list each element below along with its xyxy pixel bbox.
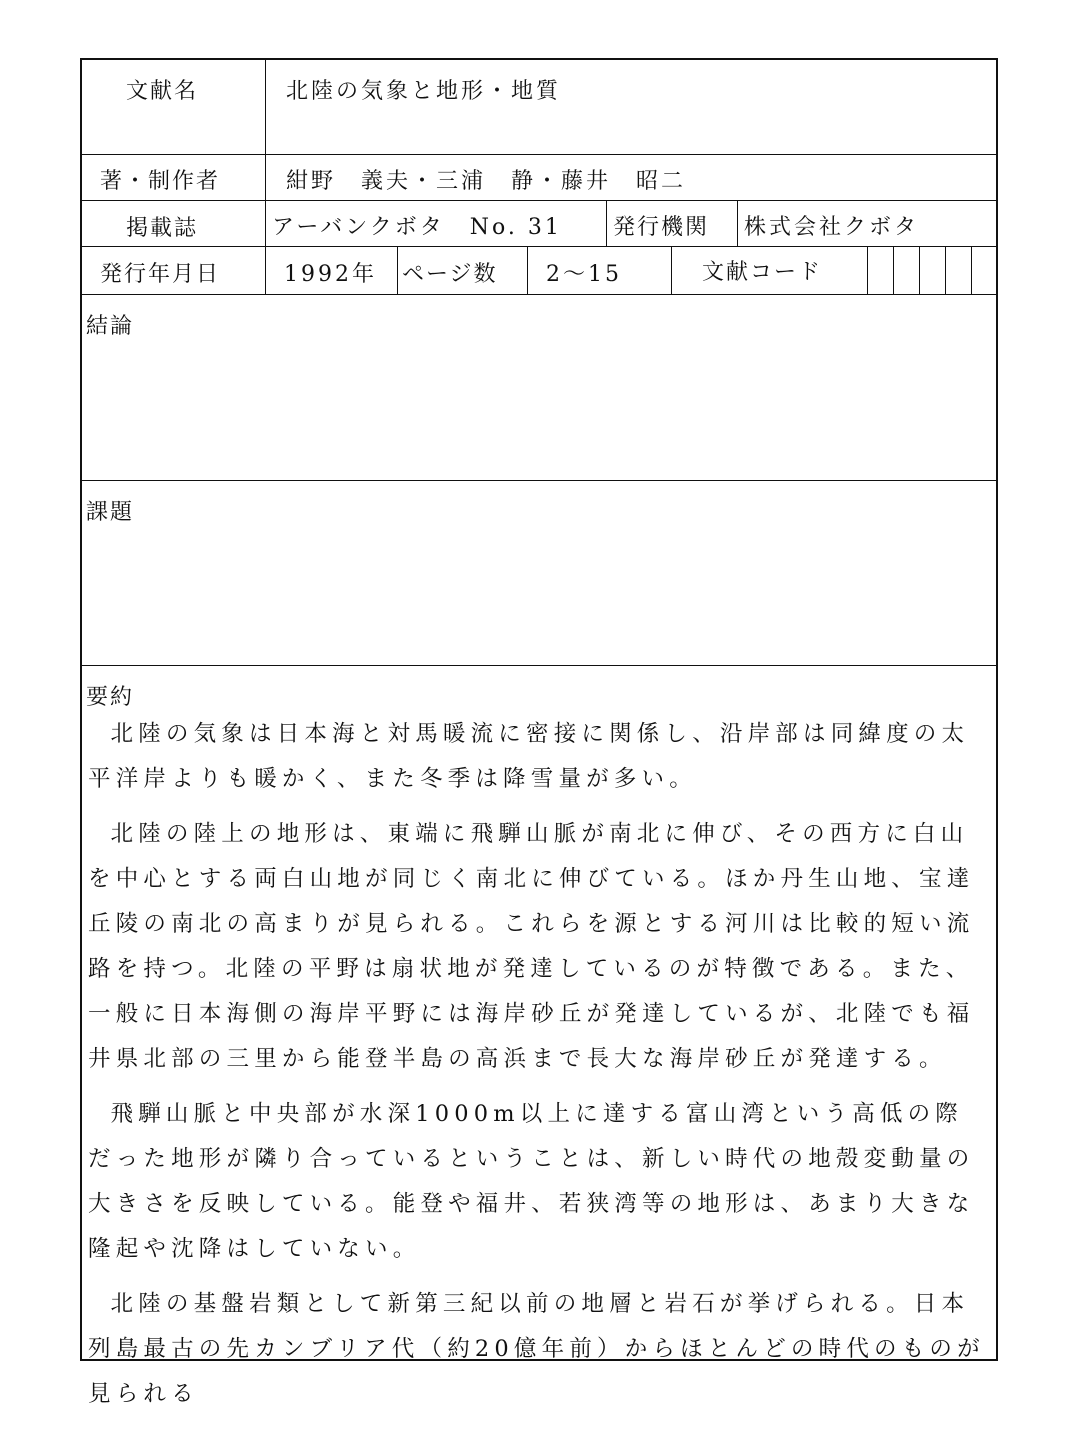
title-label-cell — [82, 60, 266, 154]
summary-label: 要約 — [86, 685, 135, 710]
title-label: 文献名 — [126, 79, 199, 104]
code-label: 文献コード — [702, 260, 823, 285]
title-value-cell — [266, 60, 996, 154]
journal-value-cell — [266, 201, 607, 246]
code-label-cell — [672, 247, 868, 294]
journal-label: 掲載誌 — [126, 216, 199, 241]
date-value-cell — [266, 247, 398, 294]
pages-value-cell — [528, 247, 672, 294]
date-label-cell — [82, 247, 266, 294]
authors-value: 紺野 義夫・三浦 静・藤井 昭二 — [286, 169, 687, 194]
authors-value-cell — [266, 155, 996, 200]
authors-label: 著・制作者 — [100, 169, 221, 194]
date-value: 1992年 — [284, 262, 377, 287]
date-label: 発行年月日 — [100, 262, 221, 287]
pages-label: ページ数 — [402, 262, 498, 287]
conclusion-label: 結論 — [86, 314, 135, 339]
code-box-2 — [894, 247, 920, 294]
summary-paragraph: 北陸の気象は日本海と対馬暖流に密接に関係し、沿岸部は同緯度の太平洋岸よりも暖かく、また冬季は降雪量が多い。 — [88, 721, 970, 792]
title-row — [82, 60, 996, 155]
document-title: 北陸の気象と地形・地質 — [286, 79, 562, 104]
authors-row — [82, 155, 996, 201]
code-box-5 — [972, 247, 996, 294]
journal-row — [82, 201, 996, 247]
journal-label-cell — [82, 201, 266, 246]
summary-paragraph: 飛騨山脈と中央部が水深1000m以上に達する富山湾という高低の際だった地形が隣り合っているということは、新しい時代の地殻変動量の大きさを反映している。能登や福井、若狭湾等の地形は、あまり大きな隆起や沈降はしていない。 — [88, 1101, 975, 1262]
authors-label-cell — [82, 155, 266, 200]
pages-label-cell — [398, 247, 528, 294]
code-box-3 — [920, 247, 946, 294]
issue-section — [82, 481, 996, 666]
journal-value: アーバンクボタ No. 31 — [272, 215, 562, 240]
publisher-value-cell — [738, 201, 996, 246]
pages-value: 2～15 — [546, 262, 622, 287]
summary-paragraph: 北陸の基盤岩類として新第三紀以前の地層と岩石が挙げられる。日本列島最古の先カンブリア代（約20億年前）からほとんどの時代のものが見られる — [88, 1291, 985, 1407]
issue-label: 課題 — [86, 500, 135, 525]
conclusion-section — [82, 295, 996, 481]
publisher-value: 株式会社クボタ — [744, 215, 920, 240]
summary-section — [82, 666, 996, 1407]
publisher-label: 発行機関 — [613, 215, 710, 240]
publication-row — [82, 247, 996, 295]
code-box-1 — [868, 247, 894, 294]
code-box-4 — [946, 247, 972, 294]
summary-paragraph: 北陸の陸上の地形は、東端に飛騨山脈が南北に伸び、その西方に白山を中心とする両白山地が同じく南北に伸びている。ほか丹生山地、宝達丘陵の南北の高まりが見られる。これらを源とする河川は比較的短い流路を持つ。北陸の平野は扇状地が発達しているのが特徴である。また、一般に日本海側の海岸平野には海岸砂丘が発達しているが、北陸でも福井県北部の三里から能登半島の高浜まで長大な海岸砂丘が発達する。 — [88, 821, 975, 1072]
summary-text — [88, 712, 988, 1417]
document-form — [80, 58, 998, 1407]
publisher-label-cell — [607, 201, 738, 246]
